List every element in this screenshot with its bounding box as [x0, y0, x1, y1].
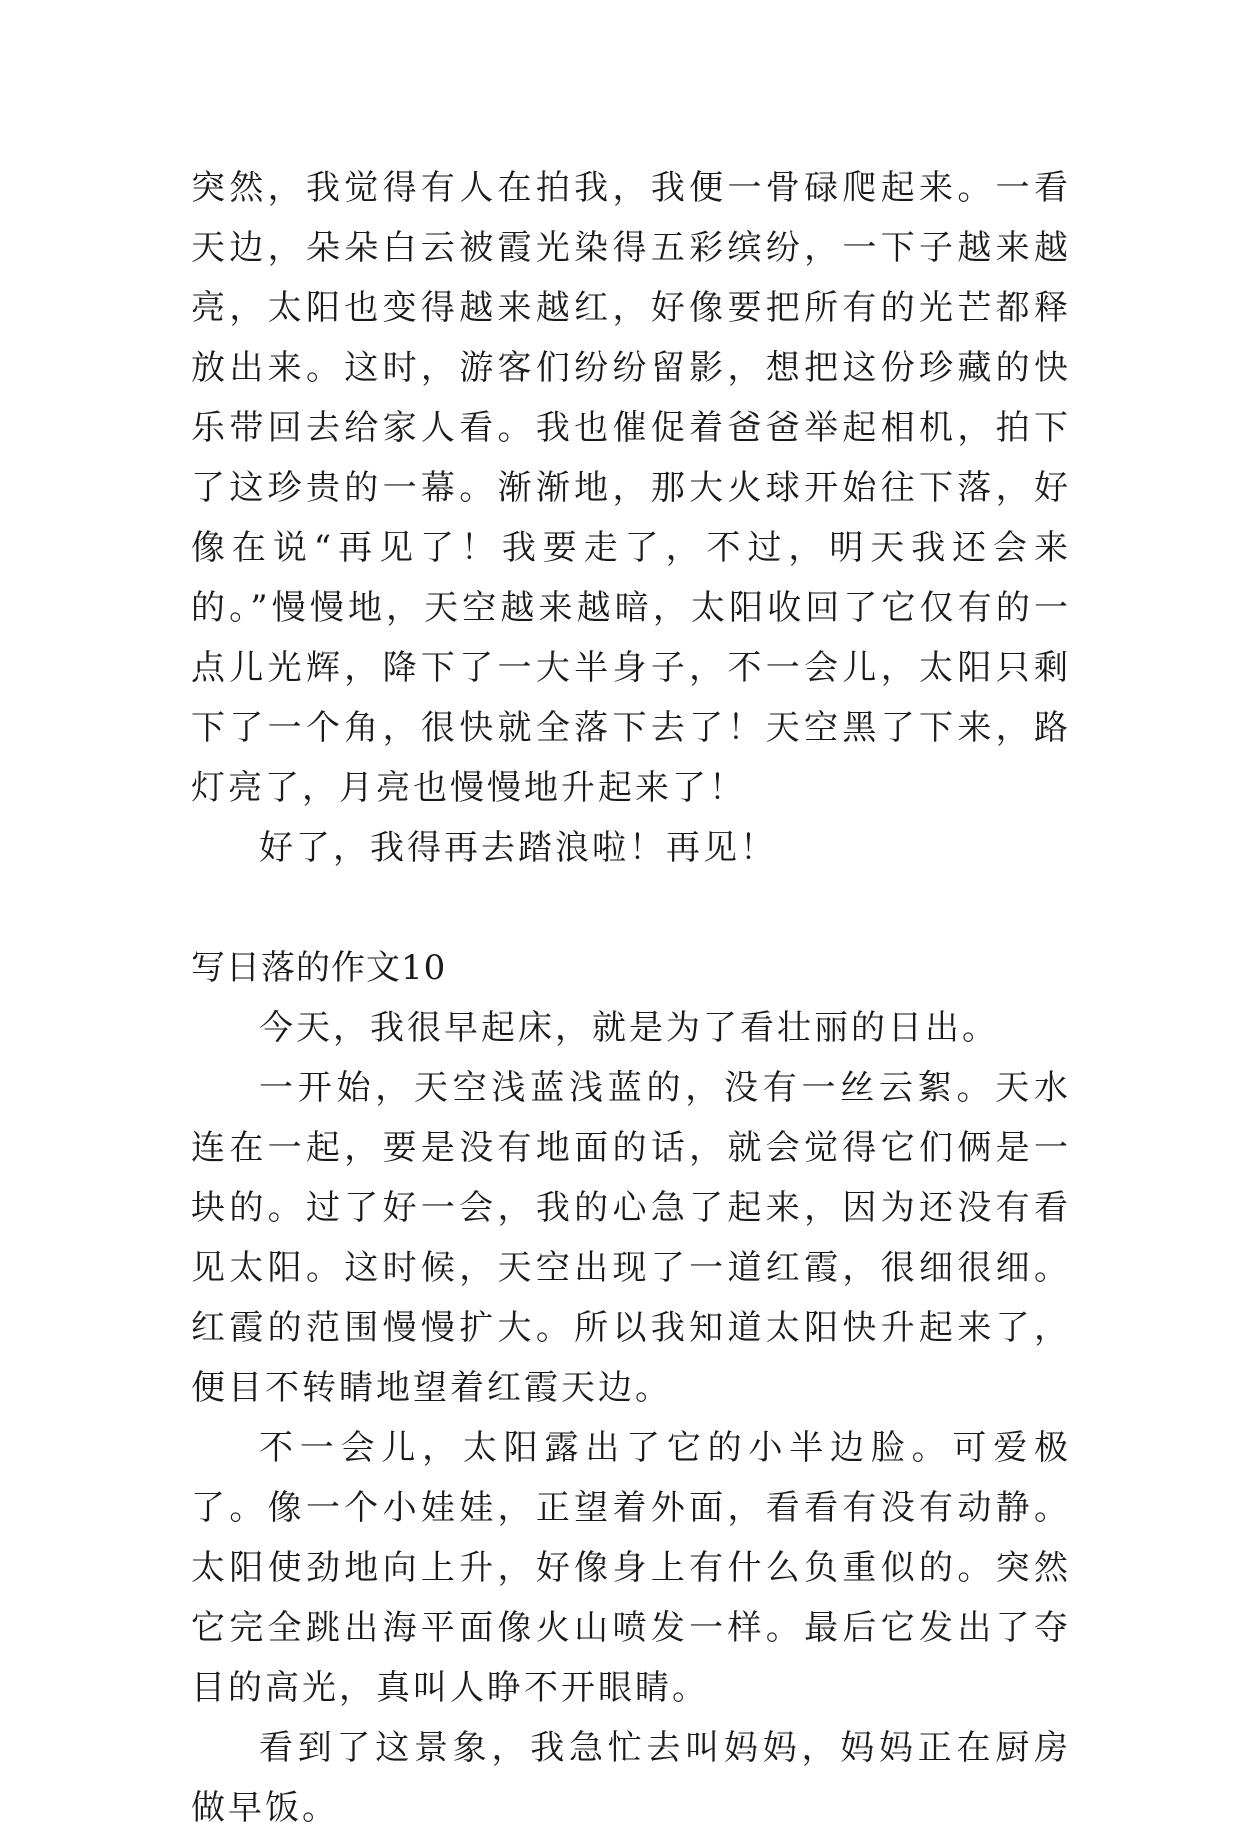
section-title: 写日落的作文10 [191, 948, 447, 988]
section-spacer [191, 878, 1071, 938]
paragraph-call-mom: 看到了这景象，我急忙去叫妈妈，妈妈正在厨房做早饭。 [191, 1728, 1071, 1828]
document-page [191, 158, 1071, 1838]
paragraph-sky-before-sunrise: 一开始，天空浅蓝浅蓝的，没有一丝云絮。天水连在一起，要是没有地面的话，就会觉得它们俩是一块的。过了好一会，我的心急了起来，因为还没有看见太阳。这时候，天空出现了一道红霞，很细很细。红霞的范围慢慢扩大。所以我知道太阳快升起来了，便目不转睛地望着红霞天边。 [191, 1068, 1071, 1408]
paragraph-sunset-continued: 突然，我觉得有人在拍我，我便一骨碌爬起来。一看天边，朵朵白云被霞光染得五彩缤纷，一下子越来越亮，太阳也变得越来越红，好像要把所有的光芒都释放出来。这时，游客们纷纷留影，想把这份珍藏的快乐带回去给家人看。我也催促着爸爸举起相机，拍下了这珍贵的一幕。渐渐地，那大火球开始往下落，好像在说“再见了！我要走了，不过，明天我还会来的。”慢慢地，天空越来越暗，太阳收回了它仅有的一点儿光辉，降下了一大半身子，不一会儿，太阳只剩下了一个角，很快就全落下去了！天空黑了下来，路灯亮了，月亮也慢慢地升起来了！ [191, 168, 1071, 808]
paragraph-intro: 今天，我很早起床，就是为了看壮丽的日出。 [259, 1008, 999, 1048]
paragraph-goodbye: 好了，我得再去踏浪啦！再见！ [259, 828, 777, 868]
paragraph-sun-rising: 不一会儿，太阳露出了它的小半边脸。可爱极了。像一个小娃娃，正望着外面，看看有没有动静。太阳使劲地向上升，好像身上有什么负重似的。突然它完全跳出海平面像火山喷发一样。最后它发出了夺目的高光，真叫人睁不开眼睛。 [191, 1428, 1071, 1708]
